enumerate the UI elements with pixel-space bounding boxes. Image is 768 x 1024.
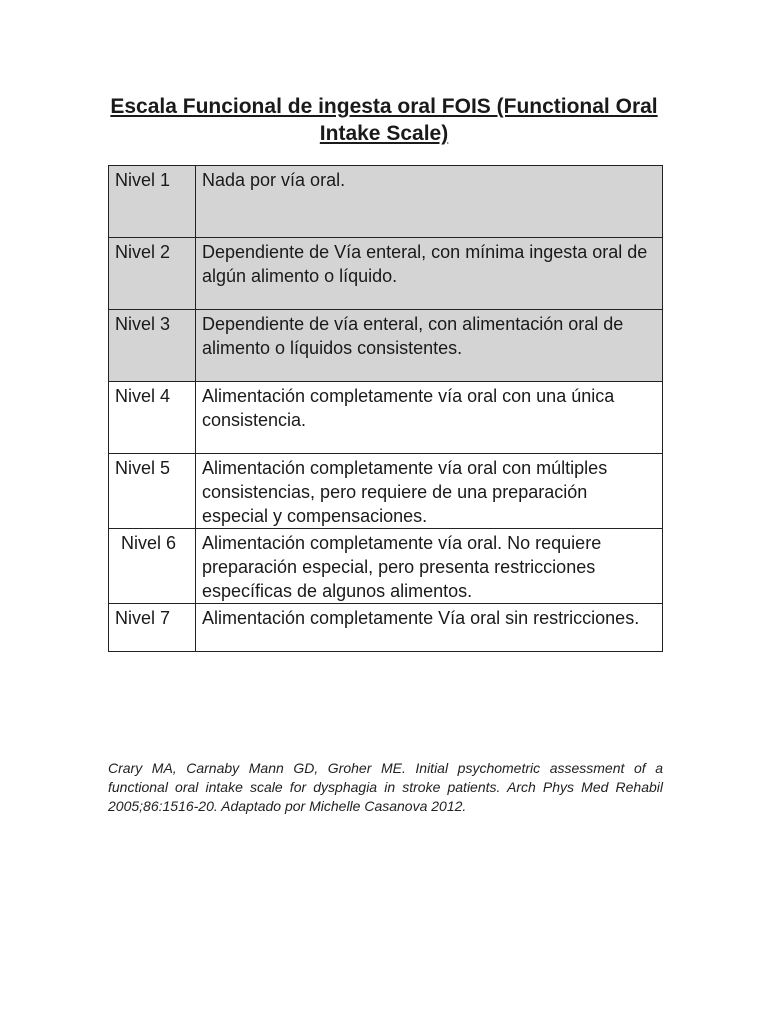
document-title: Escala Funcional de ingesta oral FOIS (Functional Oral Intake Scale) [110,95,658,145]
description-cell: Alimentación completamente vía oral con múltiples consistencias, pero requiere de una preparación especial y compensaciones. [196,454,663,529]
table-row-nivel-7 [109,604,663,652]
table-row-nivel-1 [109,166,663,238]
level-cell: Nivel 3 [109,310,196,382]
level-cell: Nivel 6 [109,529,196,604]
description-cell: Dependiente de vía enteral, con alimentación oral de alimento o líquidos consistentes. [196,310,663,382]
table-row-nivel-5 [109,454,663,529]
table-row-nivel-2 [109,238,663,310]
table-row-nivel-3 [109,310,663,382]
level-cell: Nivel 5 [109,454,196,529]
description-cell: Alimentación completamente vía oral. No requiere preparación especial, pero presenta restricciones específicas de algunos alimentos. [196,529,663,604]
citation-text: Crary MA, Carnaby Mann GD, Groher ME. Initial psychometric assessment of a functional oral intake scale for dysphagia in stroke patients. Arch Phys Med Rehabil 2005;86:1516-20. Adaptado por Michelle Casanova 2012. [108,760,663,814]
description-cell: Alimentación completamente vía oral con una única consistencia. [196,382,663,454]
level-cell: Nivel 7 [109,604,196,652]
fois-table [108,165,663,652]
level-cell: Nivel 4 [109,382,196,454]
level-cell: Nivel 1 [109,166,196,238]
level-cell: Nivel 2 [109,238,196,310]
description-cell: Alimentación completamente Vía oral sin restricciones. [196,604,663,652]
description-cell: Dependiente de Vía enteral, con mínima ingesta oral de algún alimento o líquido. [196,238,663,310]
table-row-nivel-4 [109,382,663,454]
description-cell: Nada por vía oral. [196,166,663,238]
table-row-nivel-6 [109,529,663,604]
